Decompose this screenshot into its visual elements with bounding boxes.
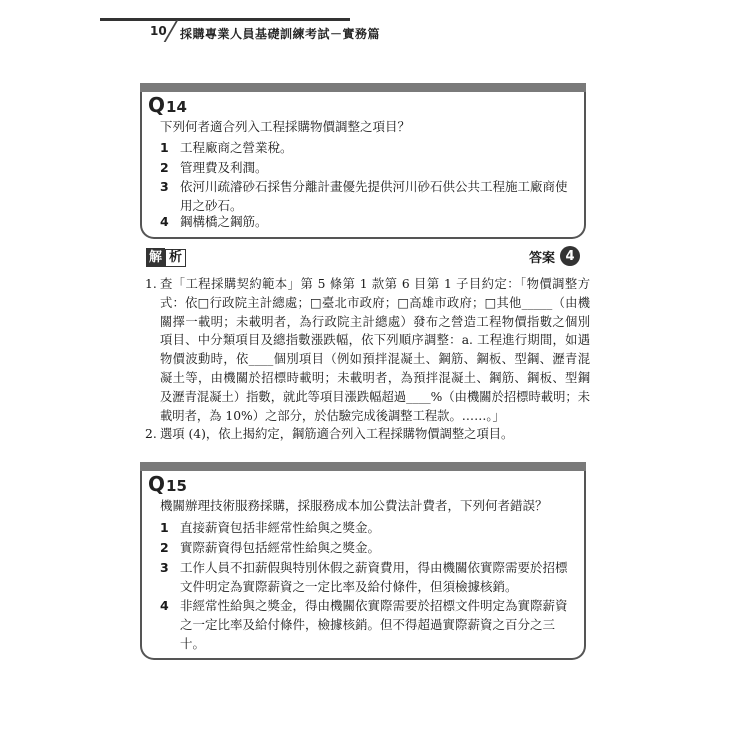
question-15-box — [140, 462, 586, 660]
question-box-bar — [140, 83, 586, 92]
answer-badge: 4 — [560, 246, 580, 266]
question-15-option-4: 4 非經常性給與之獎金，得由機關依實際需要於招標文件明定為實際薪資之一定比率及給付條件，檢據核銷。但不得超過實際薪資之百分之三十。 — [160, 598, 568, 651]
question-box-bar — [140, 462, 586, 471]
book-title: 採購專業人員基礎訓練考試－實務篇 — [180, 27, 381, 41]
header-rule — [100, 18, 350, 21]
question-14-option-1: 1 工程廠商之營業稅。 — [160, 140, 293, 155]
question-14-text: 下列何者適合列入工程採購物價調整之項目？ — [160, 119, 411, 134]
analysis-paragraph-1: 1. 查「工程採購契約範本」第 5 條第 1 款第 6 目第 1 子目約定：「物價調整方式：依□行政院主計總處；□臺北市政府；□高雄市政府；□其他_____（由機關擇一載明；未載明者，為行政院主計總處）發布之營造工程物價指數之個別項目、中分類項目及總指數漲跌幅，依下列順序調整：a. 工程進行期間，如遇物價波動時，依____個別項目（例如預拌混凝土、鋼筋、鋼板、型鋼、瀝青混凝土等，由機關於招標時載明；未載明者，為預拌混凝土、鋼筋、鋼板、型鋼及瀝青混凝土）指數，就此等項目漲跌幅超過____%（由機關於招標時載明；未載明者，為 10%）之部分，於估驗完成後調整工程款。……。」 — [145, 277, 590, 423]
question-14-option-4: 4 鋼構橋之鋼筋。 — [160, 214, 268, 229]
question-15-label: Q15 — [148, 472, 187, 496]
question-14-option-2: 2 管理費及利潤。 — [160, 160, 268, 175]
question-15-option-2: 2 實際薪資得包括經常性給與之獎金。 — [160, 540, 381, 555]
question-14-box — [140, 83, 586, 239]
analysis-header — [140, 246, 586, 270]
answer-label: 答案 — [528, 250, 555, 266]
question-15-option-3: 3 工作人員不扣薪假與特別休假之薪資費用，得由機關依實際需要於招標文件明定為實際薪資之一定比率及給付條件，但須檢據核銷。 — [160, 560, 568, 594]
analysis-paragraph-2: 2. 選項 (4)，依上揭約定，鋼筋適合列入工程採購物價調整之項目。 — [145, 427, 514, 442]
question-15-option-1: 1 直接薪資包括非經常性給與之獎金。 — [160, 520, 381, 535]
analysis-body — [145, 275, 590, 444]
page-number: 10 — [150, 24, 167, 38]
question-14-option-3: 3 依河川疏濬砂石採售分離計畫優先提供河川砂石供公共工程施工廠商使用之砂石。 — [160, 179, 568, 213]
question-14-label: Q14 — [148, 93, 187, 117]
answer-indicator — [529, 246, 580, 266]
page-header — [100, 18, 660, 42]
analysis-label: 解 析 — [146, 248, 186, 267]
question-15-text: 機關辦理技術服務採購，採服務成本加公費法計費者，下列何者錯誤？ — [160, 498, 548, 513]
